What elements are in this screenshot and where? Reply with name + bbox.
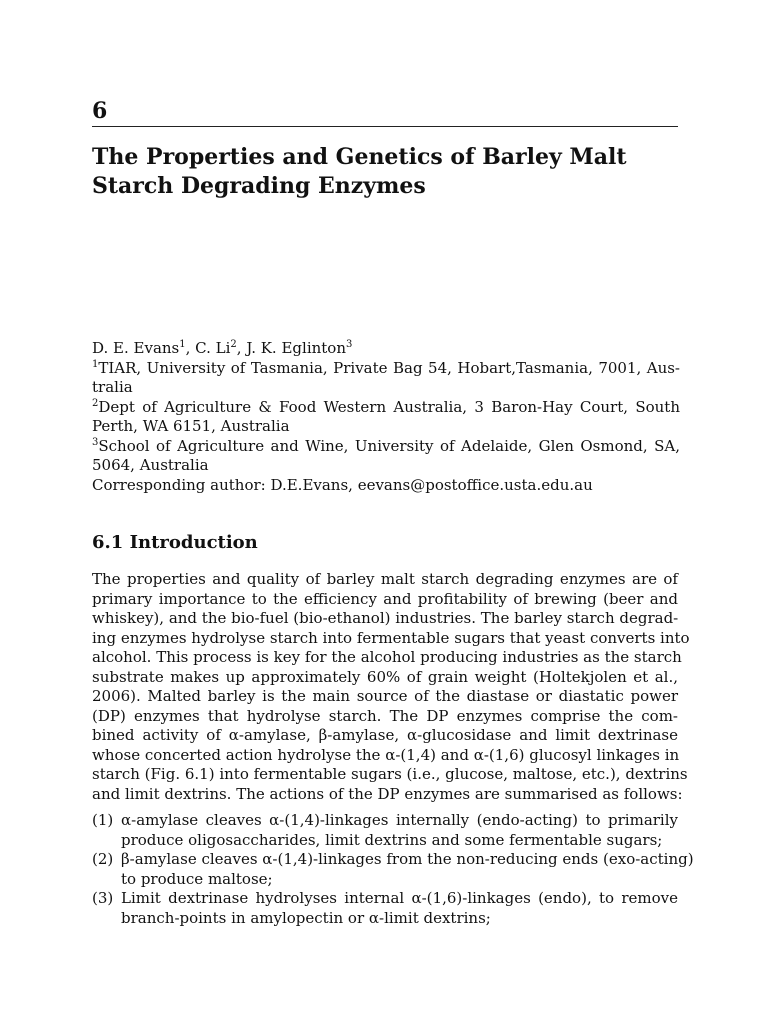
paragraph-line: ing enzymes hydrolyse starch into fermentable sugars that yeast converts into — [92, 628, 690, 647]
list-line: β-amylase cleaves α-(1,4)-linkages from the non-reducing ends (exo-acting) — [121, 850, 694, 868]
author-name: C. Li — [195, 339, 231, 357]
intro-paragraph — [92, 570, 690, 804]
paragraph-line: bined activity of α-amylase, β-amylase, α-glucosidase and limit dextrinase — [92, 726, 678, 744]
paragraph-line: The properties and quality of barley malt starch degrading enzymes are of — [92, 570, 678, 588]
list-number: (3) — [92, 889, 114, 907]
paragraph-line: whose concerted action hydrolyse the α-(1,4) and α-(1,6) glucosyl linkages in — [92, 745, 680, 764]
author-superscript: 2 — [230, 339, 237, 350]
list-line: to produce maltose; — [121, 869, 273, 888]
author-block — [92, 339, 680, 495]
list-number: (1) — [92, 811, 114, 829]
paragraph-line: primary importance to the efficiency and profitability of brewing (beer and — [92, 589, 678, 608]
enzyme-action-list — [92, 811, 694, 928]
author-name: J. K. Eglinton — [246, 339, 346, 357]
list-line: α-amylase cleaves α-(1,4)-linkages internally (endo-acting) to primarily — [121, 811, 678, 829]
paragraph-line: 2006). Malted barley is the main source of the diastase or diastatic power — [92, 687, 678, 705]
affiliation-1: $^1$TIAR, University of Tasmania, Private Bag 54, Hobart,Tasmania, 7001, Aus- tralia — [92, 358, 680, 396]
paragraph-line: (DP) enzymes that hydrolyse starch. The DP enzymes comprise the com- — [92, 706, 678, 725]
paragraph-line: and limit dextrins. The actions of the DP enzymes are summarised as follows: — [92, 784, 683, 803]
chapter-title — [92, 143, 682, 201]
paragraph-line: substrate makes up approximately 60% of grain weight (Holtekjolen et al., — [92, 667, 678, 686]
paragraph-line: starch (Fig. 6.1) into fermentable sugars (i.e., glucose, maltose, etc.), dextrins — [92, 765, 688, 783]
author-line: D. E. Evans$^1$, C. Li$^2$, J. K. Eglinton$^3$ — [92, 339, 353, 357]
paragraph-line: alcohol. This process is key for the alcohol producing industries as the starch — [92, 648, 682, 666]
author-name: D. E. Evans — [92, 339, 180, 357]
corresponding-author: Corresponding author: D.E.Evans, eevans@postoffice.usta.edu.au — [92, 475, 593, 494]
author-superscript: 1 — [179, 339, 186, 350]
affiliation-3: $^3$School of Agriculture and Wine, University of Adelaide, Glen Osmond, SA, 5064, Australia — [92, 436, 680, 474]
list-line: branch-points in amylopectin or α-limit dextrins; — [121, 908, 491, 927]
chapter-rule — [92, 126, 678, 127]
author-superscript: 3 — [346, 339, 353, 350]
list-number: (2) — [92, 850, 114, 868]
list-item — [92, 811, 678, 850]
chapter-number: 6 — [92, 98, 108, 124]
section-heading: 6.1 Introduction — [92, 532, 258, 553]
chapter-title-line: Starch Degrading Enzymes — [92, 173, 426, 199]
list-line: produce oligosaccharides, limit dextrins and some fermentable sugars; — [121, 830, 663, 849]
chapter-title-line: The Properties and Genetics of Barley Malt — [92, 144, 627, 170]
affiliation-2: $^2$Dept of Agriculture & Food Western Australia, 3 Baron-Hay Court, South Perth, WA 6151, Australia — [92, 397, 680, 435]
paragraph-line: whiskey), and the bio-fuel (bio-ethanol) industries. The barley starch degrad- — [92, 609, 679, 627]
list-line: Limit dextrinase hydrolyses internal α-(1,6)-linkages (endo), to remove — [121, 889, 678, 907]
list-item — [92, 889, 678, 928]
list-item — [92, 850, 694, 889]
